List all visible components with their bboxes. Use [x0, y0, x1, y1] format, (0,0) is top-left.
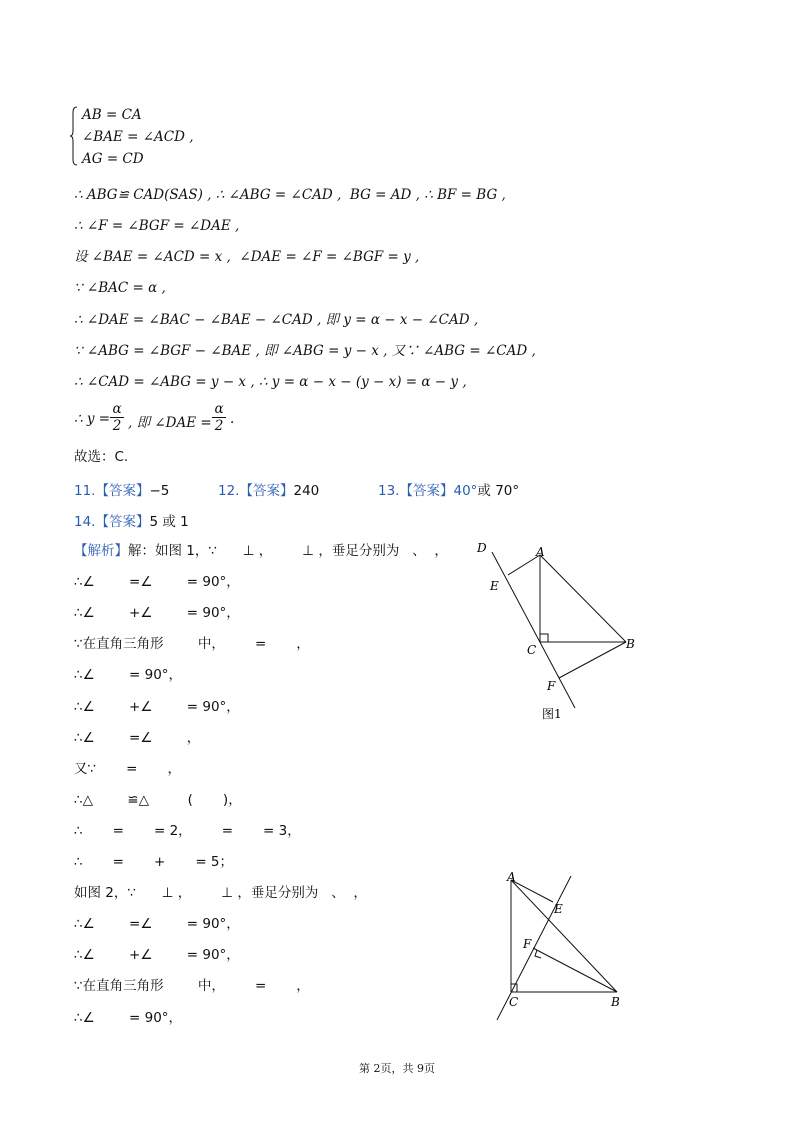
fraction-2: [212, 402, 226, 434]
brace-symbol: [70, 106, 78, 166]
solution-line-9: ∴△ ≌△ ( )，: [74, 792, 242, 808]
fig2-label-b: B: [611, 995, 620, 1009]
proof-line-1: ∴ ABG≌ CAD(SAS) , ∴ ∠ABG = ∠CAD , BG = AD , ∴ BF = BG ,: [74, 187, 506, 203]
answer-11: [74, 479, 169, 499]
solution-line-13: ∴∠ =∠ = 90°，: [74, 916, 240, 932]
solution-line-14: ∴∠ +∠ = 90°，: [74, 947, 240, 963]
answer-12: [218, 479, 319, 499]
proof-line-4: ∵ ∠BAC = α ,: [74, 280, 166, 296]
solution-line-8: 又∵ = ，: [74, 761, 181, 777]
frac-den-2: 2: [214, 418, 224, 434]
answer-11-value: −5: [149, 483, 170, 499]
fig1-right-angle-mark: [540, 634, 548, 642]
figure-1: [470, 535, 650, 730]
fig2-label-c: C: [509, 995, 519, 1009]
solution-line-4: ∵在直角三角形 中， = ，: [74, 636, 310, 652]
page-footer: 第 2页，共 9页: [359, 1062, 435, 1075]
proof-line-3: 设 ∠BAE = ∠ACD = x , ∠DAE = ∠F = ∠BGF = y ,: [74, 249, 420, 265]
fraction-1: [110, 402, 124, 434]
proof-line-6: ∵ ∠ABG = ∠BGF − ∠BAE , 即 ∠ABG = y − x , 又∵ ∠ABG = ∠CAD ,: [74, 343, 536, 359]
answer-14-num: 14.: [74, 514, 96, 530]
fig1-segment-ab: [540, 555, 626, 642]
frac-middle: , 即 ∠DAE =: [128, 415, 212, 431]
fig1-label-f: F: [547, 679, 556, 693]
fig2-segment-ae: [511, 880, 553, 902]
analysis-tag: 【解析】: [74, 543, 128, 559]
solution-line-1: [74, 542, 448, 560]
frac-num-2: α: [212, 402, 226, 418]
fig1-line-df: [492, 552, 575, 708]
solution-line-3: ∴∠ +∠ = 90°，: [74, 605, 240, 621]
answer-13-tag: 【答案】: [399, 483, 454, 499]
solution-line-10: ∴ = = 2， = = 3，: [74, 823, 301, 839]
fig2-segment-ab: [511, 880, 617, 992]
proof-line-7: ∴ ∠CAD = ∠ABG = y − x , ∴ y = α − x − (y − x) = α − y ,: [74, 374, 467, 390]
system-row-2: ∠BAE = ∠ACD ,: [82, 129, 194, 145]
fig1-label-a: A: [536, 545, 545, 559]
system-row-1: AB = CA: [82, 107, 142, 123]
answer-14-tag: 【答案】: [95, 514, 150, 530]
answer-11-num: 11.: [74, 483, 96, 499]
answer-11-tag: 【答案】: [95, 483, 150, 499]
frac-suffix: .: [230, 411, 235, 427]
solution-line-6: ∴∠ +∠ = 90°，: [74, 699, 240, 715]
solution-line-12: 如图 2，∵ ⊥ ， ⊥ ，垂足分别为 、 ，: [74, 885, 367, 901]
solution-line-11: ∴ = + = 5；: [74, 854, 234, 870]
answer-12-num: 12.: [218, 483, 240, 499]
proof-line-2: ∴ ∠F = ∠BGF = ∠DAE ,: [74, 218, 240, 234]
fig1-segment-bf: [559, 642, 626, 678]
answer-13-value-blue: 40°: [453, 483, 478, 499]
figure-2: [490, 868, 640, 1028]
fig2-label-e: E: [554, 902, 563, 916]
fig2-segment-bf: [533, 948, 617, 992]
solution-line-5: ∴∠ = 90°，: [74, 667, 183, 683]
fig2-label-a: A: [507, 870, 516, 884]
solution-line-2: ∴∠ =∠ = 90°，: [74, 574, 240, 590]
answer-14: [74, 510, 189, 530]
fig1-label-c: C: [527, 643, 537, 657]
system-row-3: AG = CD: [82, 151, 144, 167]
fig2-label-f: F: [523, 937, 532, 951]
fig1-label-b: B: [626, 637, 635, 651]
answer-13: [378, 479, 519, 499]
solution-line-16: ∴∠ = 90°，: [74, 1010, 183, 1026]
frac-prefix: ∴ y =: [74, 411, 111, 427]
frac-den-1: 2: [112, 418, 122, 434]
proof-line-5: ∴ ∠DAE = ∠BAC − ∠BAE − ∠CAD , 即 y = α − x − ∠CAD ,: [74, 312, 479, 328]
fig1-label-d: D: [477, 541, 487, 555]
answer-12-value: 240: [293, 483, 320, 499]
frac-num-1: α: [110, 402, 124, 418]
solution-line-7: ∴∠ =∠ ，: [74, 730, 201, 746]
solution-line-15: ∵在直角三角形 中， = ，: [74, 978, 310, 994]
fig1-label-e: E: [490, 579, 499, 593]
answer-14-value: 5 或 1: [149, 514, 189, 530]
fig1-caption: 图1: [542, 707, 562, 721]
choice-line: 故选：C.: [74, 449, 129, 465]
answer-13-value: 或 70°: [477, 483, 520, 499]
solution-line-1-text: 解：如图 1，∵ ⊥ ， ⊥ ，垂足分别为 、 ，: [128, 543, 448, 559]
answer-12-tag: 【答案】: [239, 483, 294, 499]
answer-13-num: 13.: [378, 483, 400, 499]
